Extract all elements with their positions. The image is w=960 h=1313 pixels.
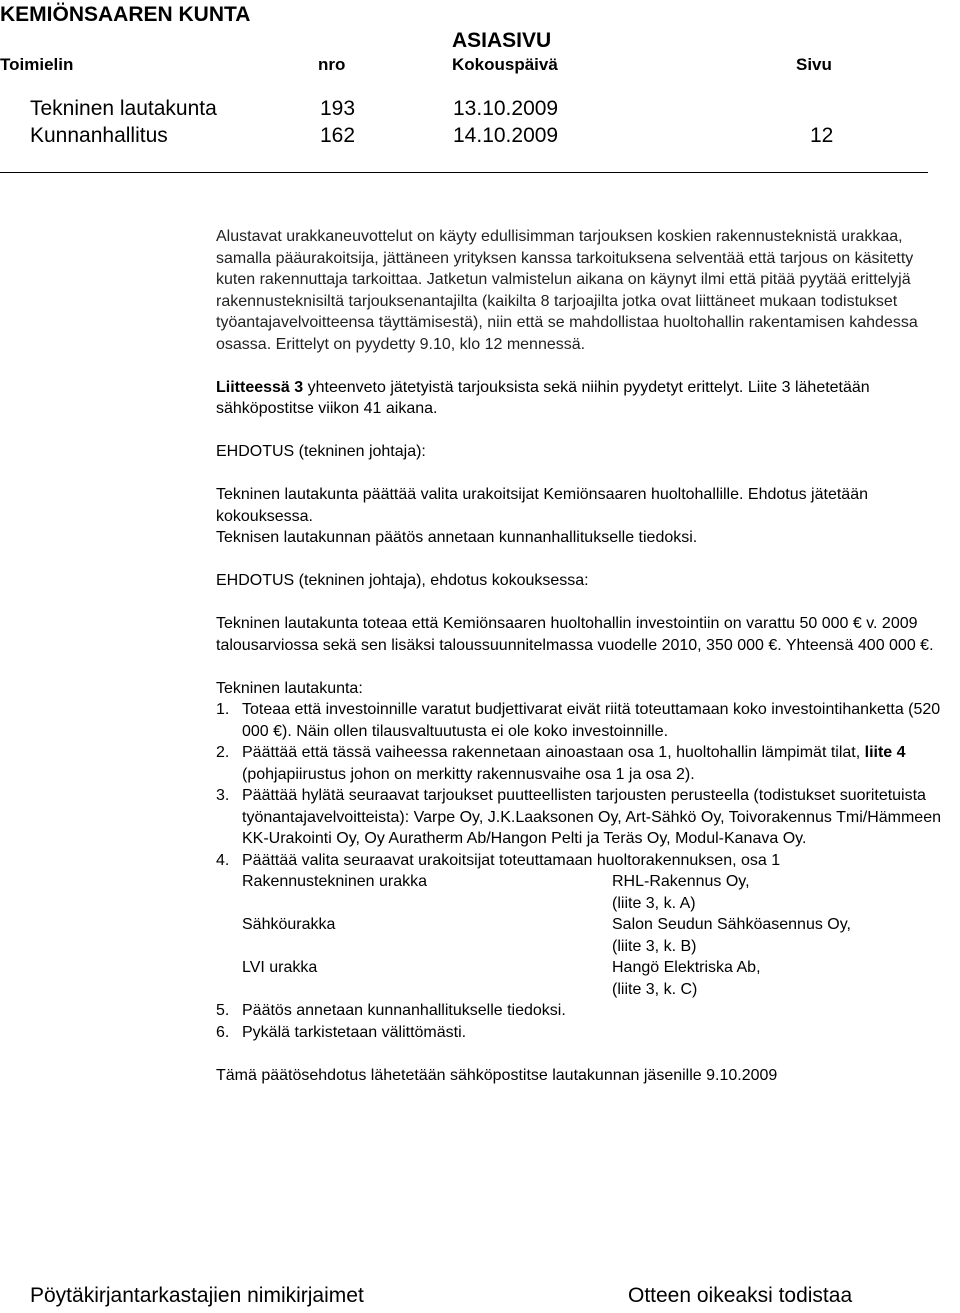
attachment-reference: Liitteessä 3 (216, 378, 304, 396)
meeting-nro: 193 (320, 97, 356, 120)
footer-certification-label: Otteen oikeaksi todistaa (628, 1284, 853, 1307)
proposal-heading: EHDOTUS (tekninen johtaja), ehdotus kokouksessa: (216, 572, 589, 589)
contract-row: Rakennustekninen urakka RHL-Rakennus Oy, (242, 873, 750, 890)
contract-row: Sähköurakka Salon Seudun Sähköasennus Oy, (242, 916, 851, 933)
list-item: 1. Toteaa että investoinnille varatut budjettivarat eivät riitä toteuttamaan koko investointihanketta (520 000 €). Näin ollen tilausvaltuutusta ei ole koko investoinnille. (216, 701, 941, 740)
proposal-text: Teknisen lautakunnan päätös annetaan kunnanhallitukselle tiedoksi. (216, 529, 698, 546)
meeting-body: Kunnanhallitus (30, 124, 168, 147)
paragraph-attachment: Liitteessä 3 yhteenveto jätetyistä tarjouksista sekä niihin pyydetyt erittelyt. Liite 3 lähetetään sähköpostitse viikon 41 aikana. (216, 378, 870, 417)
column-header-nro: nro (318, 55, 346, 74)
paragraph-negotiations: Alustavat urakkaneuvottelut on käyty edullisimman tarjouksen koskien rakennusteknistä urakkaa, samalla pääurakoitsija, jättäneen yrityksen kanssa tarkoituksena selventää että tarjous on käsitetty kuten rakennuttaja tarkoittaa. Jatketun valmistelun aikana on käynyt ilmi että pitää pyytää erittelyjä rakennusteknisiltä tarjouksenantajilta (kaikilta 8 tarjoajilta jotka ovat liittäneet mukaan todistukset työantajavelvoitteensa täyttämisestä), niin että se mahdollistaa huoltohallin rakentamisen kahdessa osassa. Erittelyt on pyydetty 9.10, klo 12 mennessä. (216, 228, 918, 353)
proposal-heading: EHDOTUS (tekninen johtaja): (216, 443, 426, 460)
meeting-nro: 162 (320, 124, 356, 147)
organization-name: KEMIÖNSAAREN KUNTA (0, 3, 251, 26)
document-body (216, 226, 954, 1086)
meeting-date: 13.10.2009 (453, 97, 559, 120)
meeting-body: Tekninen lautakunta (30, 97, 217, 120)
proposal-text: Tekninen lautakunta toteaa että Kemiönsaaren huoltohallin investointiin on varattu 50 000 € v. 2009 talousarviossa sekä sen lisäksi taloussuunnitelmassa vuodelle 2010, 350 000 €. Yhteensä 400 000 €. (216, 615, 934, 654)
column-header-body: Toimielin (0, 55, 74, 74)
list-item: 3. Päättää hylätä seuraavat tarjoukset puutteellisten tarjousten perusteella (todistukset suoritetuista työnantajavelvoitteista): Varpe Oy, J.K.Laaksonen Oy, Art-Sähkö Oy, Toivorakennus Tmi/Hämmeen KK-Urakointi Oy, Oy Auratherm Ab/Hangon Pelti ja Teräs Oy, Modul-Kanava Oy. (216, 787, 941, 847)
list-item: 4. Päättää valita seuraavat urakoitsijat toteuttamaan huoltorakennuksen, osa 1 Rakennustekninen urakka RHL-Rakennus Oy, (liite 3, k. A) Sähköurakka Salon Seudun Sähköasennus Oy, (liite 3, k. B) LVI urakka Hangö Elektriska Ab, (liite 3, k. C) (216, 850, 954, 1001)
closing-note: Tämä päätösehdotus lähetetään sähköpostitse lautakunnan jäsenille 9.10.2009 (216, 1066, 778, 1084)
footer-initials-label: Pöytäkirjantarkastajien nimikirjaimet (30, 1284, 364, 1307)
proposal-text: Tekninen lautakunta päättää valita urakoitsijat Kemiönsaaren huoltohallille. Ehdotus jätetään kokouksessa. (216, 486, 868, 525)
column-header-date: Kokouspäivä (452, 55, 558, 74)
list-item: 2. Päättää että tässä vaiheessa rakennetaan ainoastaan osa 1, huoltohallin lämpimät tilat, liite 4 (pohjapiirustus johon on merkitty rakennusvaihe osa 1 ja osa 2). (216, 744, 906, 783)
page-number: 12 (810, 124, 834, 147)
contract-row: LVI urakka Hangö Elektriska Ab, (242, 959, 761, 976)
attachment-reference: liite 4 (864, 744, 906, 761)
meeting-date: 14.10.2009 (453, 124, 559, 147)
column-header-page: Sivu (796, 55, 832, 74)
list-item: 6. Pykälä tarkistetaan välittömästi. (216, 1023, 467, 1041)
list-item: 5. Päätös annetaan kunnanhallitukselle tiedoksi. (216, 1002, 566, 1019)
decision-heading: Tekninen lautakunta: (216, 679, 363, 697)
header-divider (0, 172, 928, 173)
page-label: ASIASIVU (452, 29, 552, 52)
